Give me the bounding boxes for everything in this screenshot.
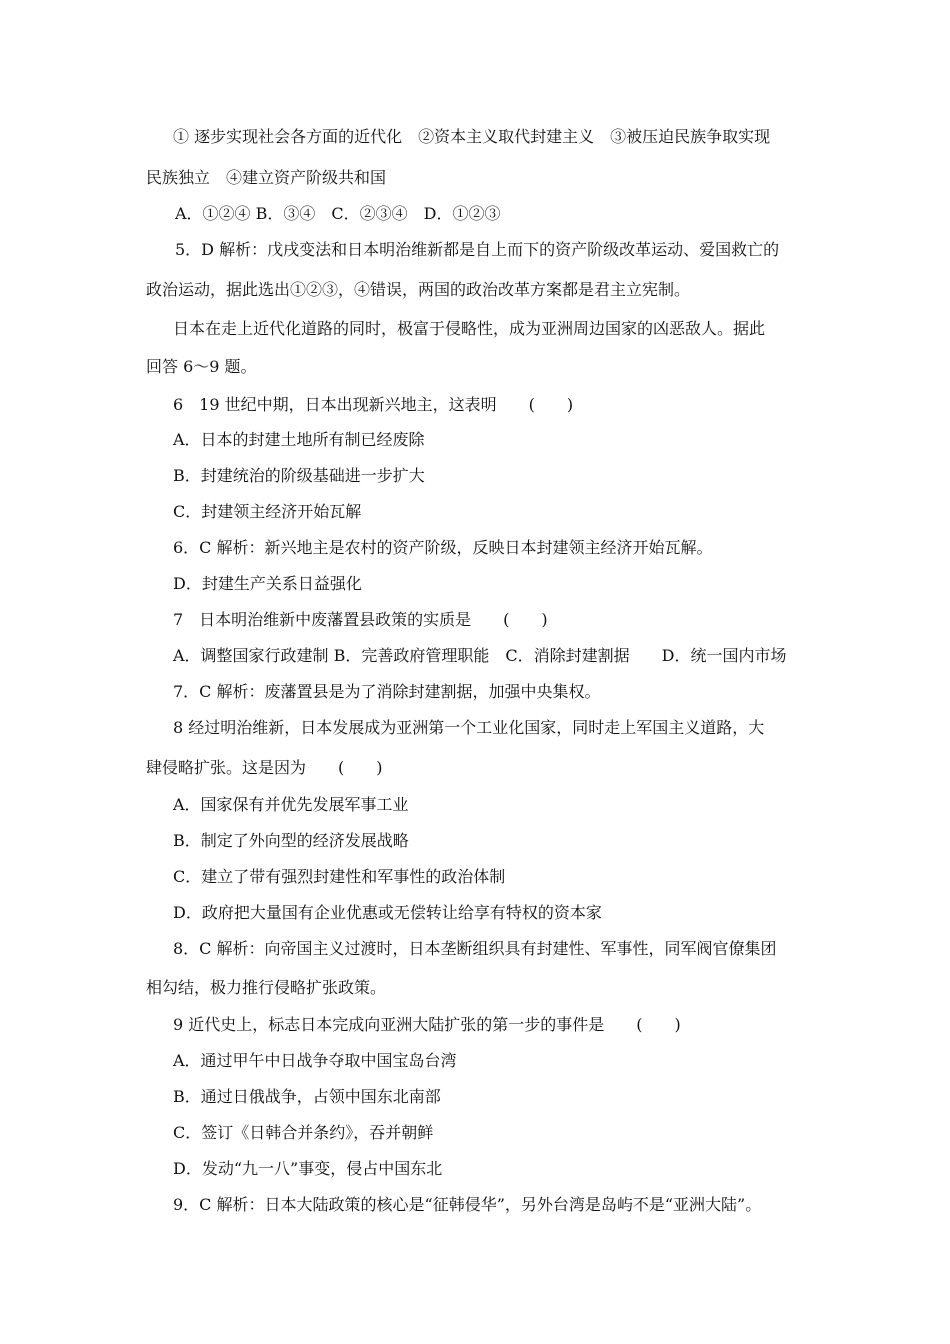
option-line: D．封建生产关系日益强化 — [173, 574, 362, 593]
question-line: 肆侵略扩张。这是因为 ( ) — [146, 758, 383, 777]
option-line: D．政府把大量国有企业优惠或无偿转让给享有特权的资本家 — [173, 903, 602, 922]
option-line: A．通过甲午中日战争夺取中国宝岛台湾 — [173, 1051, 457, 1070]
text-line: 民族独立 ④建立资产阶级共和国 — [146, 168, 387, 187]
answer-line: 8．C 解析：向帝国主义过渡时，日本垄断组织具有封建性、军事性，同军阀官僚集团 — [173, 939, 777, 958]
intro-line: 回答 6～9 题。 — [146, 357, 257, 376]
answer-line: 相勾结，极力推行侵略扩张政策。 — [146, 978, 387, 997]
answer-line: 9．C 解析：日本大陆政策的核心是“征韩侵华”，另外台湾是岛屿不是“亚洲大陆”。 — [173, 1195, 762, 1214]
answer-line: 7．C 解析：废藩置县是为了消除封建割据，加强中央集权。 — [173, 682, 601, 701]
answer-line: 5．D 解析：戊戌变法和日本明治维新都是自上而下的资产阶级改革运动、爱国救亡的 — [175, 240, 780, 259]
option-line: C．建立了带有强烈封建性和军事性的政治体制 — [173, 867, 506, 886]
text-line: A．①②④ B．③④ C．②③④ D．①②③ — [175, 204, 501, 223]
option-line: A．日本的封建土地所有制已经废除 — [173, 430, 425, 449]
question-line: 6 19 世纪中期，日本出现新兴地主，这表明 ( ) — [173, 395, 574, 414]
answer-line: 政治运动，据此选出①②③，④错误，两国的政治改革方案都是君主立宪制。 — [146, 280, 691, 299]
option-line: B．制定了外向型的经济发展战略 — [173, 831, 409, 850]
option-line: A．调整国家行政建制 B．完善政府管理职能 C．消除封建割据 D．统一国内市场 — [173, 646, 787, 665]
option-line: C．签订《日韩合并条约》，吞并朝鲜 — [173, 1123, 434, 1142]
text-line: ① 逐步实现社会各方面的近代化 ②资本主义取代封建主义 ③被压迫民族争取实现 — [173, 127, 771, 146]
question-line: 7 日本明治维新中废藩置县政策的实质是 ( ) — [173, 610, 548, 629]
option-line: B．封建统治的阶级基础进一步扩大 — [173, 466, 425, 485]
option-line: A．国家保有并优先发展军事工业 — [173, 795, 409, 814]
option-line: B．通过日俄战争，占领中国东北南部 — [173, 1087, 441, 1106]
option-line: C．封建领主经济开始瓦解 — [173, 502, 362, 521]
answer-line: 6．C 解析：新兴地主是农村的资产阶级，反映日本封建领主经济开始瓦解。 — [173, 538, 713, 557]
option-line: D．发动“九一八”事变，侵占中国东北 — [173, 1159, 443, 1178]
question-line: 8 经过明治维新，日本发展成为亚洲第一个工业化国家，同时走上军国主义道路，大 — [173, 718, 765, 737]
question-line: 9 近代史上，标志日本完成向亚洲大陆扩张的第一步的事件是 ( ) — [173, 1015, 681, 1034]
intro-line: 日本在走上近代化道路的同时，极富于侵略性，成为亚洲周边国家的凶恶敌人。据此 — [173, 319, 766, 338]
